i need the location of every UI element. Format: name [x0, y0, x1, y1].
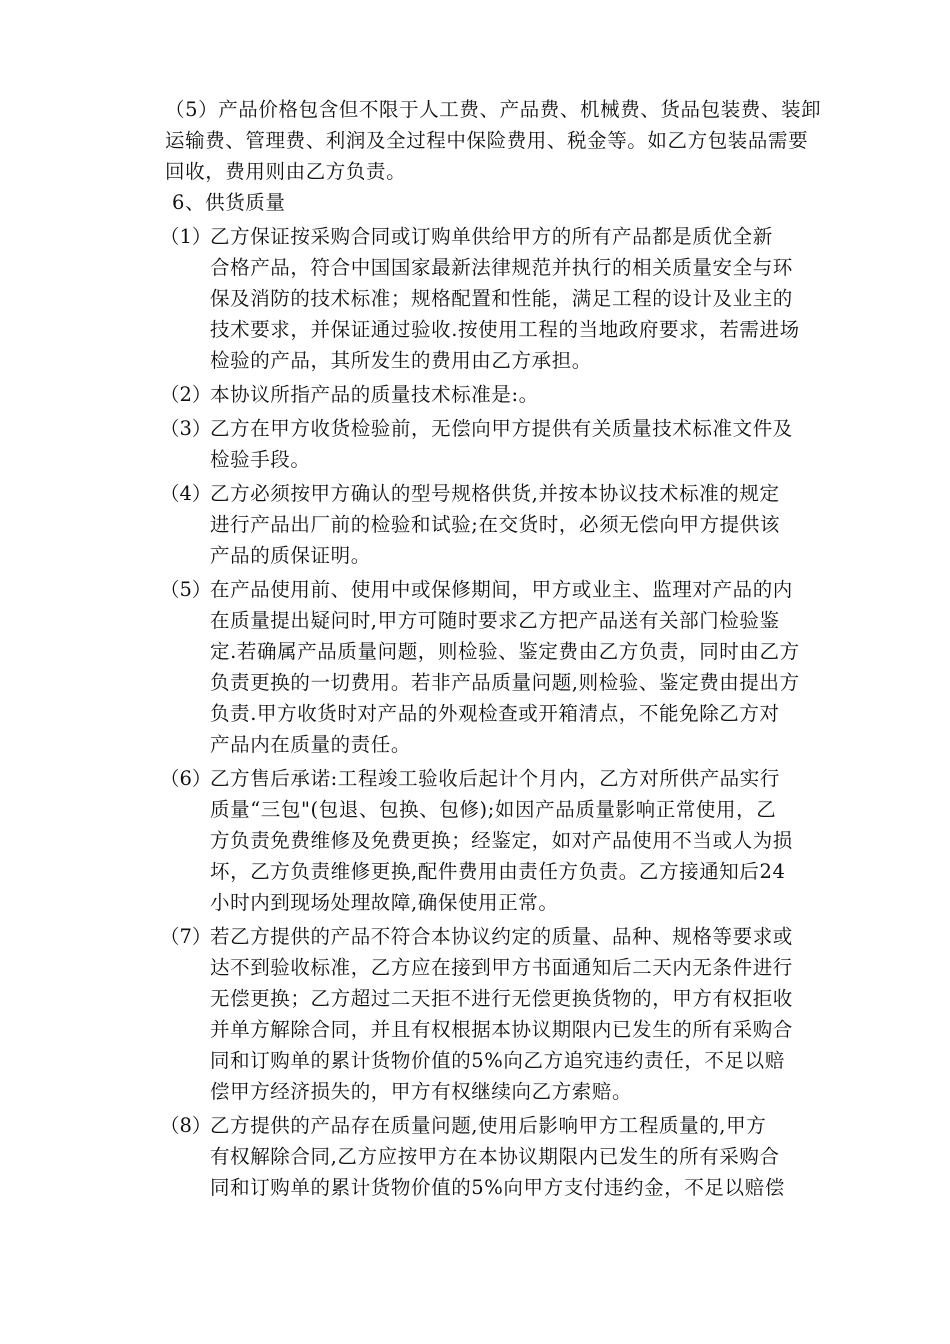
- item-line: 进行产品出厂前的检验和试验;在交货时，必须无偿向甲方提供该: [210, 513, 780, 536]
- item-line: 有权解除合同,乙方应按甲方在本协议期限内已发生的所有采购合: [210, 1145, 780, 1168]
- item-line: 坏，乙方负责维修更换,配件费用由责任方负责。乙方接通知后24: [210, 860, 786, 883]
- item-line: 乙方提供的产品存在质量问题,使用后影响甲方工程质量的,甲方: [210, 1114, 767, 1137]
- item-number: （4）: [160, 482, 212, 505]
- item-line: 若乙方提供的产品不符合本协议约定的质量、品种、规格等要求或: [210, 925, 793, 948]
- item-number: （7）: [160, 925, 212, 948]
- section-heading: 6、供货质量: [172, 191, 286, 214]
- item-number: （6）: [160, 767, 212, 790]
- item-line: 技术要求，并保证通过验收.按使用工程的当地政府要求，若需进场: [210, 318, 800, 341]
- item-line: 达不到验收标准，乙方应在接到甲方书面通知后二天内无条件进行: [210, 956, 793, 979]
- item-line: 合格产品，符合中国国家最新法律规范并执行的相关质量安全与环: [210, 256, 793, 279]
- item-line: 同和订购单的累计货物价值的5%向乙方追究违约责任，不足以赔: [210, 1049, 785, 1072]
- item-line: 乙方售后承诺:工程竣工验收后起计个月内，乙方对所供产品实行: [210, 767, 780, 790]
- item-line: 乙方必须按甲方确认的型号规格供货,并按本协议技术标准的规定: [210, 482, 780, 505]
- item-line: 定.若确属产品质量问题，则检验、鉴定费由乙方负责，同时由乙方: [210, 640, 800, 663]
- item-line: 在产品使用前、使用中或保修期间，甲方或业主、监理对产品的内: [210, 578, 793, 601]
- item-line: 检验手段。: [210, 448, 311, 471]
- item-number: （1）: [160, 225, 212, 248]
- item-line: 偿甲方经济损失的，甲方有权继续向乙方索赔。: [210, 1080, 633, 1103]
- item-line: 在质量提出疑问时,甲方可随时要求乙方把产品送有关部门检验鉴: [210, 609, 780, 632]
- item-number: （2）: [160, 383, 212, 406]
- item-number: （3）: [160, 417, 212, 440]
- item-line: 负责.甲方收货时对产品的外观检查或开箱清点，不能免除乙方对: [210, 702, 780, 725]
- item-line: 产品的质保证明。: [210, 544, 371, 567]
- item-line: 乙方保证按采购合同或订购单供给甲方的所有产品都是质优全新: [210, 225, 773, 248]
- item-line: 保及消防的技术标准；规格配置和性能，满足工程的设计及业主的: [210, 287, 793, 310]
- paragraph-line: （5）产品价格包含但不限于人工费、产品费、机械费、货品包装费、装卸: [165, 98, 822, 121]
- item-line: 本协议所指产品的质量技术标准是:。: [210, 383, 539, 406]
- item-line: 乙方在甲方收货检验前，无偿向甲方提供有关质量技术标准文件及: [210, 417, 793, 440]
- paragraph-line: 运输费、管理费、利润及全过程中保险费用、税金等。如乙方包装品需要: [165, 129, 809, 152]
- item-line: 负责更换的一切费用。若非产品质量问题,则检验、鉴定费由提出方: [210, 671, 800, 694]
- item-line: 产品内在质量的责任。: [210, 733, 412, 756]
- item-line: 方负责免费维修及免费更换；经鉴定，如对产品使用不当或人为损: [210, 829, 793, 852]
- item-line: 检验的产品，其所发生的费用由乙方承担。: [210, 349, 592, 372]
- paragraph-line: 回收，费用则由乙方负责。: [165, 160, 407, 183]
- item-line: 并单方解除合同，并且有权根据本协议期限内已发生的所有采购合: [210, 1018, 793, 1041]
- item-line: 质量“三包"(包退、包换、包修);如因产品质量影响正常使用，乙: [210, 798, 777, 821]
- item-line: 无偿更换；乙方超过二天拒不进行无偿更换货物的，甲方有权拒收: [210, 987, 793, 1010]
- item-number: （8）: [160, 1114, 212, 1137]
- item-number: （5）: [160, 578, 212, 601]
- item-line: 同和订购单的累计货物价值的5%向甲方支付违约金，不足以赔偿: [210, 1176, 785, 1199]
- item-line: 小时内到现场处理故障,确保使用正常。: [210, 891, 559, 914]
